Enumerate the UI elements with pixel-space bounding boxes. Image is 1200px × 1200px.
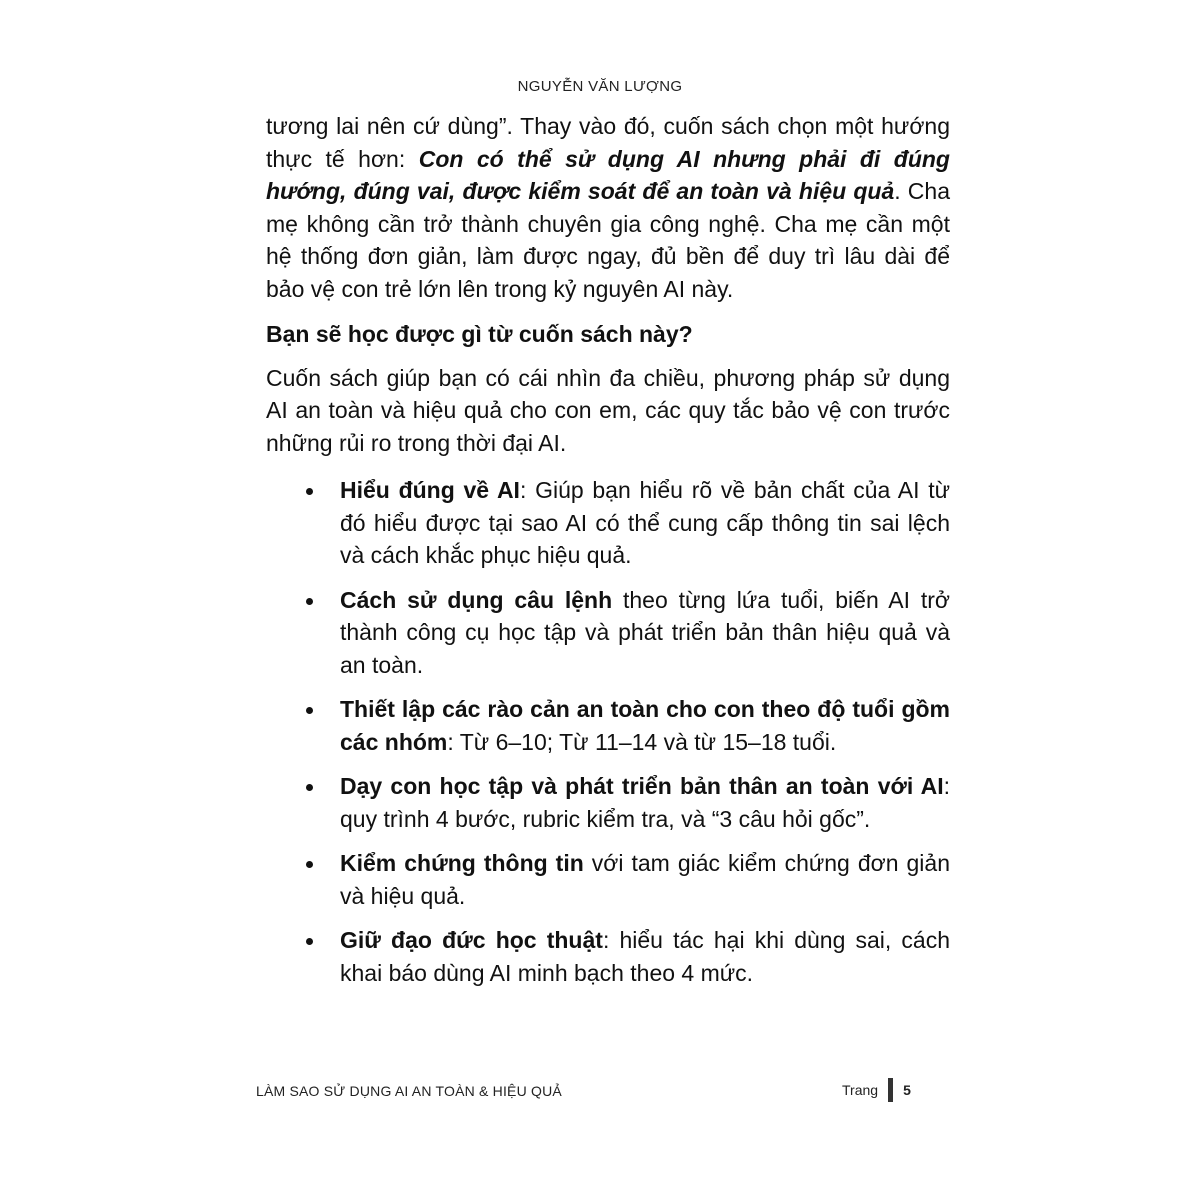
- footer-divider: [888, 1078, 893, 1102]
- section-paragraph: Cuốn sách giúp bạn có cái nhìn đa chiều, phương pháp sử dụng AI an toàn và hiệu quả cho con em, các quy tắc bảo vệ con trước những rủi ro trong thời đại AI.: [266, 364, 950, 456]
- bullet-icon: [306, 784, 313, 791]
- intro-text-start: tương lai nên cứ dùng”. Thay vào đó, cuốn sách chọn một hướng thực tế hơn:: [266, 113, 950, 172]
- list-item: [266, 770, 950, 835]
- bullet-icon: [306, 861, 313, 868]
- bullet-bold-label: Kiểm chứng thông tin: [340, 850, 584, 876]
- bullet-text: : Giúp bạn hiểu rõ về bản chất của AI từ đó hiểu được tại sao AI có thể cung cấp thông tin sai lệch và cách khắc phục hiệu quả.: [340, 477, 950, 568]
- footer-page-label: Trang: [842, 1082, 879, 1098]
- bullet-icon: [306, 707, 313, 714]
- list-item: [266, 693, 950, 758]
- list-item: [266, 924, 950, 989]
- bullet-icon: [306, 488, 313, 495]
- bullet-bold-label: Hiểu đúng về AI: [340, 477, 520, 503]
- page-number: 5: [903, 1082, 911, 1098]
- list-item: [266, 474, 950, 572]
- list-item: [266, 584, 950, 682]
- running-header-author: NGUYỄN VĂN LƯỢNG: [517, 78, 683, 95]
- intro-text-end: . Cha mẹ không cần trở thành chuyên gia công nghệ. Cha mẹ cần một hệ thống đơn giản, làm được ngay, đủ bền để duy trì lâu dài để bảo vệ con trẻ lớn lên trong kỷ nguyên AI này.: [266, 178, 950, 302]
- bullet-text: : Từ 6–10; Từ 11–14 và từ 15–18 tuổi.: [447, 728, 837, 755]
- bullet-text: : hiểu tác hại khi dùng sai, cách khai báo dùng AI minh bạch theo 4 mức.: [340, 927, 951, 986]
- bullet-text: với tam giác kiểm chứng đơn giản và hiệu quả.: [340, 850, 950, 909]
- bullet-bold-label: Thiết lập các rào cản an toàn cho con theo độ tuổi gồm các nhóm: [340, 696, 950, 755]
- intro-paragraph: [266, 110, 950, 305]
- bullet-icon: [306, 598, 313, 605]
- bullet-text: theo từng lứa tuổi, biến AI trở thành công cụ học tập và phát triển bản thân hiệu quả và an toàn.: [340, 586, 951, 678]
- section-heading: Bạn sẽ học được gì từ cuốn sách này?: [266, 321, 693, 347]
- bullet-text: : quy trình 4 bước, rubric kiểm tra, và “3 câu hỏi gốc”.: [340, 773, 950, 832]
- page-body: [266, 110, 950, 1001]
- list-item: [266, 847, 950, 912]
- bullet-bold-label: Cách sử dụng câu lệnh: [340, 586, 613, 613]
- intro-emphasis: Con có thể sử dụng AI nhưng phải đi đúng hướng, đúng vai, được kiểm soát để an toàn và hiệu quả: [266, 145, 950, 204]
- footer-page-indicator: [842, 1077, 911, 1103]
- bullet-list: [266, 474, 950, 989]
- bullet-bold-label: Dạy con học tập và phát triển bản thân an toàn với AI: [340, 773, 944, 799]
- footer-book-title: LÀM SAO SỬ DỤNG AI AN TOÀN & HIỆU QUẢ: [256, 1083, 562, 1099]
- bullet-bold-label: Giữ đạo đức học thuật: [340, 927, 603, 953]
- bullet-icon: [306, 938, 313, 945]
